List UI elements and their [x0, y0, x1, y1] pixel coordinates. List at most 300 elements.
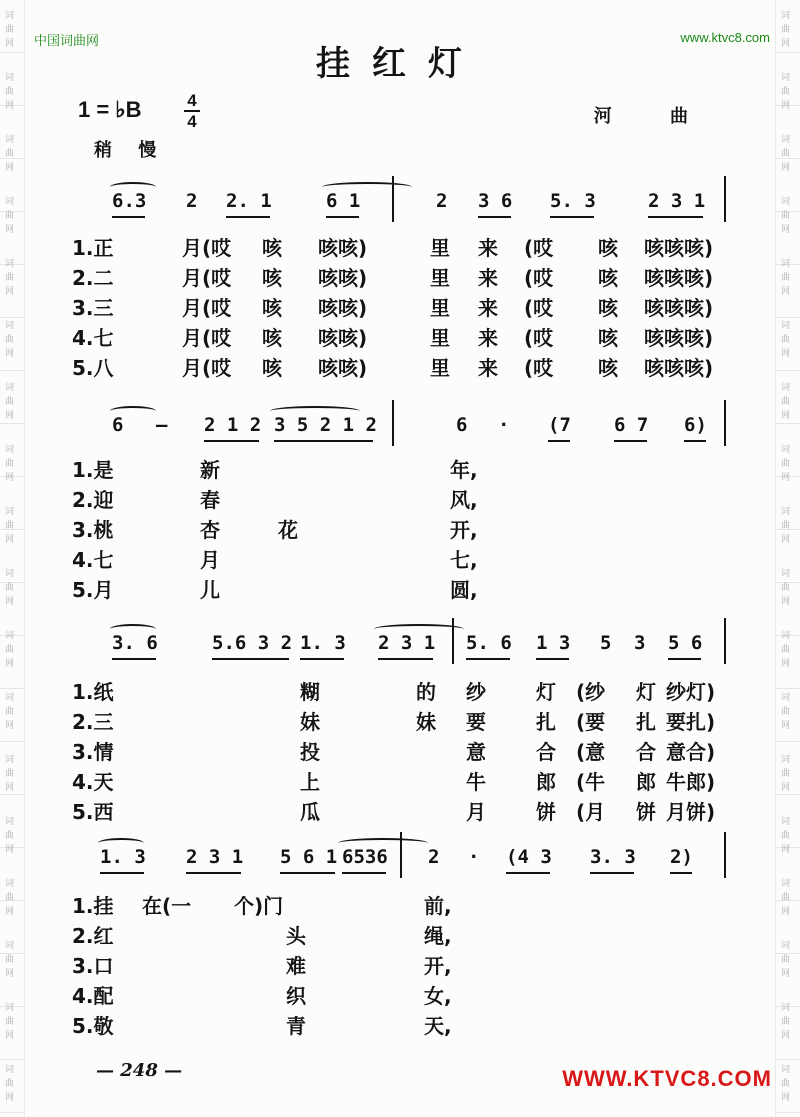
margin-glyph: 曲 — [5, 335, 15, 345]
beam-line — [670, 872, 692, 874]
lyric-word: 郎 — [636, 770, 656, 794]
lyric-word: 3.情 — [72, 740, 114, 764]
lyric-word: 七, — [450, 548, 478, 572]
lyric-word: 青 — [286, 1014, 306, 1038]
margin-glyph: 曲 — [781, 459, 791, 469]
margin-glyph: 词 — [781, 1003, 791, 1013]
beam-line — [506, 872, 550, 874]
lyric-word: 合 — [536, 740, 556, 764]
lyric-word: 3.桃 — [72, 518, 114, 542]
note-group: 5.6 3 2 — [212, 632, 293, 654]
lyric-word: 儿 — [200, 578, 220, 602]
slur-mark — [322, 182, 412, 192]
note-group: 3 5 2 1 2 — [274, 414, 377, 436]
note-group: 2 3 1 — [648, 190, 706, 212]
margin-glyph: 网 — [781, 1093, 791, 1103]
slur-mark — [98, 838, 144, 848]
lyric-word: 2.红 — [72, 924, 114, 948]
note-group: 2 1 2 — [204, 414, 262, 436]
margin-glyph: 词 — [781, 1065, 791, 1075]
margin-glyph: 网 — [5, 39, 15, 49]
note-group: 1. 3 — [300, 632, 346, 654]
beam-line — [668, 658, 701, 660]
lyric-word: 个)门 — [234, 894, 284, 918]
margin-glyph: 网 — [5, 101, 15, 111]
lyric-word: 咳咳咳) — [644, 326, 714, 350]
site-url-right[interactable]: www.ktvc8.com — [680, 30, 770, 45]
note-group: 3. 6 — [112, 632, 158, 654]
lyric-word: 咳 — [598, 266, 618, 290]
bar-line — [400, 832, 402, 878]
lyric-word: 月(哎 — [182, 236, 232, 260]
margin-glyph: 网 — [781, 411, 791, 421]
margin-glyph: 曲 — [5, 893, 15, 903]
note-group: 2 — [186, 190, 198, 212]
lyric-word: 咳咳) — [318, 236, 368, 260]
lyric-word: 5.敬 — [72, 1014, 114, 1038]
lyric-word: 瓜 — [300, 800, 320, 824]
lyric-word: 咳咳咳) — [644, 356, 714, 380]
slur-mark — [110, 406, 156, 416]
margin-glyph: 网 — [781, 349, 791, 359]
margin-glyph: 词 — [781, 569, 791, 579]
lyric-word: 织 — [286, 984, 306, 1008]
margin-glyph: 词 — [5, 321, 15, 331]
margin-glyph: 网 — [5, 659, 15, 669]
margin-glyph: 曲 — [781, 955, 791, 965]
site-watermark[interactable]: WWW.KTVC8.COM — [562, 1066, 772, 1091]
margin-glyph: 网 — [5, 473, 15, 483]
lyric-word: 2.二 — [72, 266, 114, 290]
lyric-word: 扎 — [536, 710, 556, 734]
margin-glyph: 词 — [5, 755, 15, 765]
margin-glyph: 词 — [5, 11, 15, 21]
note-group: 5 6 — [668, 632, 703, 654]
key-signature: 1 = ♭B — [78, 97, 142, 122]
margin-glyph: 曲 — [781, 397, 791, 407]
lyric-word: 投 — [300, 740, 320, 764]
note-group: (4 3 — [506, 846, 552, 868]
note-group: 6.3 — [112, 190, 147, 212]
margin-glyph: 曲 — [5, 583, 15, 593]
margin-glyph: 曲 — [5, 211, 15, 221]
margin-glyph: 词 — [5, 135, 15, 145]
lyric-word: 2.三 — [72, 710, 114, 734]
note-group: 5. 3 — [550, 190, 596, 212]
lyric-word: 2.迎 — [72, 488, 114, 512]
beam-line — [536, 658, 569, 660]
margin-glyph: 词 — [5, 941, 15, 951]
note-group: 2 3 1 — [186, 846, 244, 868]
lyric-word: 要扎) — [666, 710, 716, 734]
beam-line — [684, 440, 706, 442]
lyric-word: 1.是 — [72, 458, 114, 482]
lyric-word: 女, — [424, 984, 452, 1008]
note-group: (7 — [548, 414, 571, 436]
margin-glyph: 曲 — [781, 335, 791, 345]
bar-line — [452, 618, 454, 664]
lyric-word: 4.七 — [72, 548, 114, 572]
lyric-word: 里 — [430, 356, 450, 380]
lyric-word: 里 — [430, 266, 450, 290]
lyric-word: (要 — [576, 710, 606, 734]
lyric-word: 4.七 — [72, 326, 114, 350]
margin-glyph: 曲 — [781, 645, 791, 655]
lyric-word: 1.正 — [72, 236, 114, 260]
margin-glyph: 网 — [5, 969, 15, 979]
beam-line — [342, 872, 386, 874]
margin-glyph: 词 — [5, 73, 15, 83]
margin-glyph: 曲 — [5, 273, 15, 283]
beam-line — [204, 440, 259, 442]
lyric-word: 妹 — [300, 710, 320, 734]
margin-glyph: 网 — [781, 287, 791, 297]
note-group: 5. 6 — [466, 632, 512, 654]
lyric-word: 风, — [450, 488, 478, 512]
note-group: 2 — [428, 846, 440, 868]
lyric-word: 月(哎 — [182, 296, 232, 320]
slur-mark — [110, 182, 156, 192]
margin-glyph: 词 — [781, 197, 791, 207]
note-group: 6536 — [342, 846, 388, 868]
margin-glyph: 词 — [781, 11, 791, 21]
margin-glyph: 网 — [5, 287, 15, 297]
margin-glyph: 网 — [5, 163, 15, 173]
margin-glyph: 曲 — [781, 273, 791, 283]
margin-glyph: 曲 — [781, 521, 791, 531]
beam-line — [100, 872, 144, 874]
note-group: 6) — [684, 414, 707, 436]
margin-glyph: 曲 — [781, 1079, 791, 1089]
lyric-word: 咳咳) — [318, 356, 368, 380]
lyric-word: (哎 — [524, 266, 554, 290]
note-group: 6 1 — [326, 190, 361, 212]
margin-glyph: 词 — [781, 73, 791, 83]
lyric-word: 4.天 — [72, 770, 114, 794]
margin-glyph: 网 — [781, 39, 791, 49]
lyric-word: 合 — [636, 740, 656, 764]
lyric-word: 咳 — [262, 296, 282, 320]
lyric-word: 咳 — [262, 236, 282, 260]
lyric-word: 要 — [466, 710, 486, 734]
page-number: — 248 — — [96, 1060, 183, 1081]
margin-glyph: 曲 — [781, 769, 791, 779]
bar-line — [392, 400, 394, 446]
margin-glyph: 词 — [5, 1003, 15, 1013]
lyric-word: 咳 — [262, 326, 282, 350]
margin-glyph: 词 — [781, 631, 791, 641]
note-group: 2 — [436, 190, 448, 212]
lyric-word: 月 — [466, 800, 486, 824]
margin-glyph: 词 — [5, 507, 15, 517]
note-group: 5 6 1 — [280, 846, 338, 868]
margin-glyph: 网 — [5, 907, 15, 917]
margin-glyph: 词 — [781, 879, 791, 889]
margin-glyph: 网 — [781, 163, 791, 173]
lyric-word: 4.配 — [72, 984, 114, 1008]
beam-line — [186, 872, 241, 874]
lyric-word: 3.口 — [72, 954, 114, 978]
margin-glyph: 曲 — [781, 87, 791, 97]
margin-glyph: 曲 — [5, 25, 15, 35]
margin-glyph: 词 — [5, 197, 15, 207]
lyric-word: (哎 — [524, 236, 554, 260]
margin-glyph: 网 — [781, 969, 791, 979]
lyric-word: 糊 — [300, 680, 320, 704]
beam-line — [326, 216, 359, 218]
lyric-word: (哎 — [524, 356, 554, 380]
margin-glyph: 曲 — [5, 645, 15, 655]
margin-glyph: 曲 — [781, 831, 791, 841]
margin-glyph: 词 — [5, 259, 15, 269]
margin-glyph: 词 — [5, 569, 15, 579]
lyric-word: 5.月 — [72, 578, 114, 602]
margin-glyph: 曲 — [5, 1079, 15, 1089]
note-group: 3. 3 — [590, 846, 636, 868]
lyric-word: 咳 — [598, 296, 618, 320]
margin-glyph: 曲 — [781, 1017, 791, 1027]
beam-line — [478, 216, 511, 218]
bar-line — [724, 832, 726, 878]
margin-glyph: 词 — [781, 383, 791, 393]
lyric-word: 开, — [424, 954, 452, 978]
margin-glyph: 网 — [781, 101, 791, 111]
lyric-word: 灯 — [636, 680, 656, 704]
lyric-word: 咳咳咳) — [644, 296, 714, 320]
beam-line — [648, 216, 703, 218]
bar-line — [724, 618, 726, 664]
margin-glyph: 词 — [781, 755, 791, 765]
lyric-word: 咳咳) — [318, 296, 368, 320]
lyric-word: 咳咳) — [318, 266, 368, 290]
margin-glyph: 词 — [781, 135, 791, 145]
lyric-word: 郎 — [536, 770, 556, 794]
margin-glyph: 网 — [781, 535, 791, 545]
margin-glyph: 曲 — [5, 521, 15, 531]
margin-glyph: 曲 — [5, 149, 15, 159]
lyric-word: 牛郎) — [666, 770, 716, 794]
lyric-word: 圆, — [450, 578, 478, 602]
lyric-word: 天, — [424, 1014, 452, 1038]
beam-line — [590, 872, 634, 874]
note-group: 2 3 1 — [378, 632, 436, 654]
margin-glyph: 词 — [781, 941, 791, 951]
margin-glyph: 网 — [5, 1093, 15, 1103]
beam-line — [300, 658, 344, 660]
note-group: · — [468, 846, 480, 868]
lyric-word: (牛 — [576, 770, 606, 794]
lyric-word: 春 — [200, 488, 220, 512]
lyric-word: 开, — [450, 518, 478, 542]
note-group: 1 3 — [536, 632, 571, 654]
slur-mark — [110, 624, 156, 634]
margin-glyph: 网 — [5, 535, 15, 545]
margin-glyph: 网 — [781, 225, 791, 235]
beam-line — [550, 216, 594, 218]
bar-line — [724, 400, 726, 446]
bar-line — [392, 176, 394, 222]
lyric-word: 5.西 — [72, 800, 114, 824]
lyric-word: (意 — [576, 740, 606, 764]
margin-glyph: 网 — [781, 845, 791, 855]
margin-glyph: 词 — [5, 693, 15, 703]
beam-line — [112, 216, 145, 218]
beam-line — [274, 440, 373, 442]
margin-glyph: 词 — [781, 817, 791, 827]
margin-glyph: 曲 — [5, 459, 15, 469]
beam-line — [466, 658, 510, 660]
note-group: 6 — [112, 414, 124, 436]
lyric-word: 里 — [430, 326, 450, 350]
note-group: 2. 1 — [226, 190, 272, 212]
beam-line — [280, 872, 335, 874]
note-group: 3 6 — [478, 190, 513, 212]
margin-glyph: 曲 — [781, 583, 791, 593]
margin-glyph: 曲 — [781, 25, 791, 35]
lyric-word: 意 — [466, 740, 486, 764]
lyric-word: 来 — [478, 236, 498, 260]
note-group: 6 7 — [614, 414, 649, 436]
lyric-word: 头 — [286, 924, 306, 948]
note-group: — — [156, 414, 168, 436]
margin-glyph: 词 — [781, 445, 791, 455]
slur-mark — [338, 838, 428, 848]
margin-glyph: 词 — [781, 321, 791, 331]
margin-glyph: 网 — [5, 411, 15, 421]
lyric-word: 来 — [478, 266, 498, 290]
tempo-marking: 稍 慢 — [94, 140, 167, 161]
lyric-word: 咳 — [598, 236, 618, 260]
lyric-word: 咳 — [598, 356, 618, 380]
margin-glyph: 网 — [5, 845, 15, 855]
lyric-word: 在(一 — [142, 894, 192, 918]
lyric-word: 1.挂 — [72, 894, 114, 918]
margin-glyph: 曲 — [5, 955, 15, 965]
lyric-word: 饼 — [636, 800, 656, 824]
margin-glyph: 词 — [5, 383, 15, 393]
lyric-word: 月(哎 — [182, 266, 232, 290]
margin-glyph: 网 — [781, 597, 791, 607]
beam-line — [548, 440, 570, 442]
time-signature-bottom: 4 — [187, 112, 197, 131]
beam-line — [212, 658, 289, 660]
note-group: 5 — [600, 632, 612, 654]
lyric-word: 难 — [286, 954, 306, 978]
margin-glyph: 词 — [5, 817, 15, 827]
margin-glyph: 网 — [781, 659, 791, 669]
margin-glyph: 网 — [5, 721, 15, 731]
margin-glyph: 网 — [5, 783, 15, 793]
lyric-word: 灯 — [536, 680, 556, 704]
lyric-word: 咳 — [262, 266, 282, 290]
lyric-word: 花 — [278, 518, 298, 542]
lyric-word: 来 — [478, 356, 498, 380]
lyric-word: 牛 — [466, 770, 486, 794]
lyric-word: 上 — [300, 770, 320, 794]
margin-glyph: 网 — [781, 721, 791, 731]
beam-line — [378, 658, 433, 660]
note-group: 3 — [634, 632, 646, 654]
slur-mark — [374, 624, 464, 634]
lyric-word: 咳咳咳) — [644, 266, 714, 290]
margin-glyph: 曲 — [781, 893, 791, 903]
margin-glyph: 曲 — [5, 831, 15, 841]
margin-glyph: 曲 — [5, 397, 15, 407]
time-signature-top: 4 — [187, 91, 197, 110]
lyric-word: 3.三 — [72, 296, 114, 320]
lyric-word: (月 — [576, 800, 606, 824]
margin-glyph: 网 — [5, 1031, 15, 1041]
lyric-word: 里 — [430, 236, 450, 260]
lyric-word: 5.八 — [72, 356, 114, 380]
lyric-word: 扎 — [636, 710, 656, 734]
lyric-word: 新 — [200, 458, 220, 482]
lyric-word: (哎 — [524, 296, 554, 320]
margin-glyph: 词 — [5, 445, 15, 455]
lyric-word: 来 — [478, 296, 498, 320]
margin-glyph: 网 — [5, 225, 15, 235]
note-group: · — [498, 414, 510, 436]
lyric-word: 纱 — [466, 680, 486, 704]
lyric-word: (纱 — [576, 680, 606, 704]
lyric-word: 意合) — [666, 740, 716, 764]
lyric-word: 绳, — [424, 924, 452, 948]
note-group: 6 — [456, 414, 468, 436]
margin-glyph: 网 — [781, 907, 791, 917]
lyric-word: 杏 — [200, 518, 220, 542]
lyric-word: 咳咳咳) — [644, 236, 714, 260]
margin-glyph: 网 — [781, 1031, 791, 1041]
lyric-word: 月饼) — [666, 800, 716, 824]
margin-glyph: 网 — [5, 349, 15, 359]
note-group: 1. 3 — [100, 846, 146, 868]
lyric-word: 来 — [478, 326, 498, 350]
slur-mark — [270, 406, 360, 416]
lyric-word: 月(哎 — [182, 326, 232, 350]
margin-glyph: 词 — [5, 879, 15, 889]
song-title: 挂红灯 — [316, 44, 484, 84]
lyric-word: (哎 — [524, 326, 554, 350]
margin-glyph: 曲 — [5, 1017, 15, 1027]
lyric-word: 里 — [430, 296, 450, 320]
margin-glyph: 曲 — [781, 211, 791, 221]
lyric-word: 咳 — [262, 356, 282, 380]
margin-glyph: 曲 — [781, 149, 791, 159]
beam-line — [112, 658, 156, 660]
margin-glyph: 曲 — [5, 769, 15, 779]
lyric-word: 月 — [200, 548, 220, 572]
margin-glyph: 网 — [781, 783, 791, 793]
margin-glyph: 曲 — [781, 707, 791, 717]
composer-credit: 河 曲 — [593, 106, 714, 127]
note-group: 2) — [670, 846, 693, 868]
margin-glyph: 词 — [5, 1065, 15, 1075]
lyric-word: 前, — [424, 894, 452, 918]
lyric-word: 的 — [416, 680, 436, 704]
lyric-word: 1.纸 — [72, 680, 114, 704]
lyric-word: 咳 — [598, 326, 618, 350]
beam-line — [614, 440, 647, 442]
margin-glyph: 网 — [781, 473, 791, 483]
lyric-word: 年, — [450, 458, 478, 482]
margin-glyph: 词 — [781, 507, 791, 517]
margin-glyph: 词 — [5, 631, 15, 641]
margin-glyph: 网 — [5, 597, 15, 607]
site-name-left[interactable]: 中国词曲网 — [34, 34, 100, 49]
lyric-word: 妹 — [416, 710, 436, 734]
margin-glyph: 曲 — [5, 707, 15, 717]
margin-glyph: 曲 — [5, 87, 15, 97]
